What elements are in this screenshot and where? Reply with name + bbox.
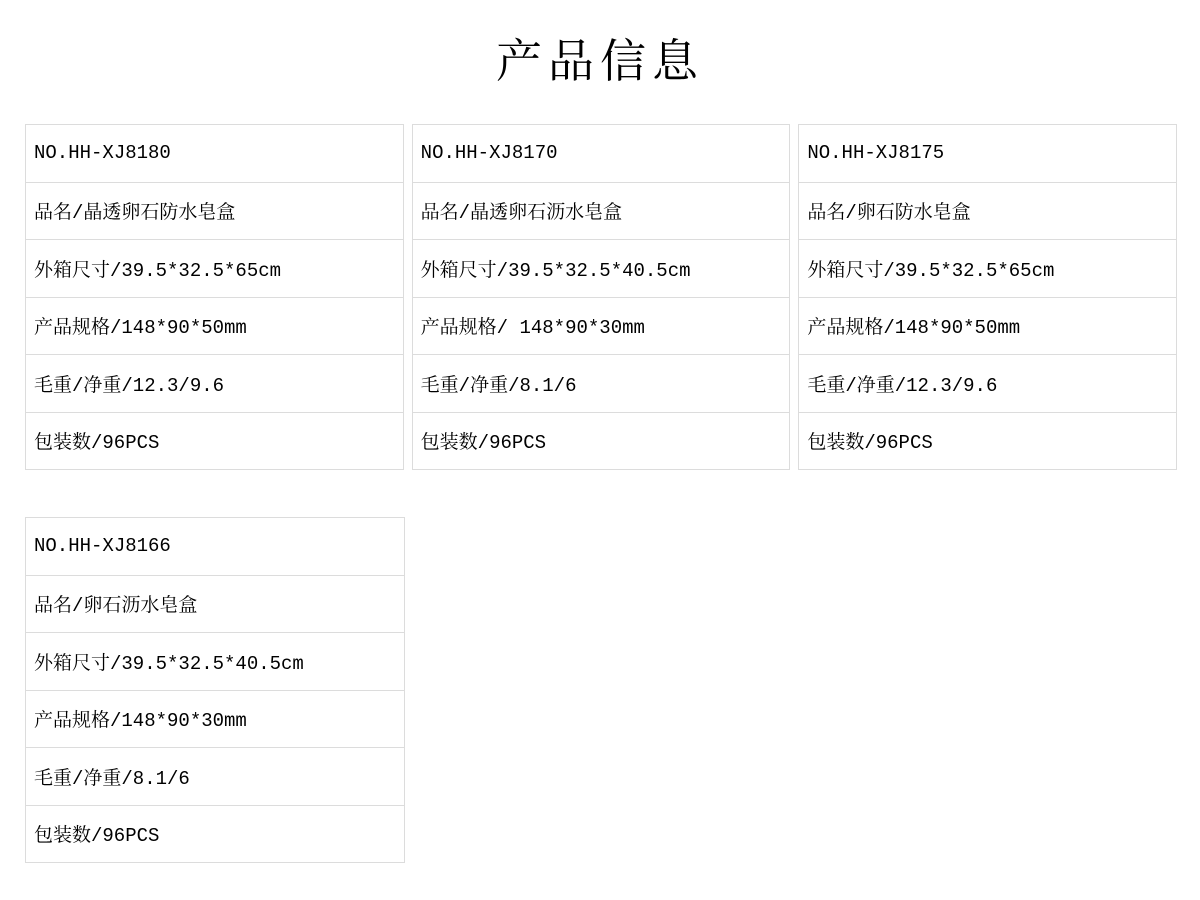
product-card-xj8166 — [25, 517, 405, 863]
gross-net-weight: 毛重/净重/8.1/6 — [26, 748, 404, 806]
page-header — [0, 0, 1200, 88]
gross-net-weight: 毛重/净重/8.1/6 — [413, 355, 790, 413]
product-model: NO.HH-XJ8175 — [799, 125, 1176, 183]
packing-quantity: 包装数/96PCS — [420, 432, 547, 455]
product-name: 品名/晶透卵石沥水皂盒 — [413, 183, 790, 241]
product-cards-row-top — [25, 124, 1177, 470]
carton-size: 外箱尺寸/39.5*32.5*40.5cm — [26, 633, 404, 691]
product-model: NO.HH-XJ8170 — [413, 125, 790, 183]
packing-quantity: 包装数/96PCS — [807, 432, 933, 455]
carton-size: 外箱尺寸/39.5*32.5*40.5cm — [413, 240, 790, 298]
packing-quantity: 包装数/96PCS — [34, 825, 160, 848]
gross-net-weight: 毛重/净重/12.3/9.6 — [26, 355, 403, 413]
product-spec: 产品规格/ 148*90*30mm — [413, 298, 790, 356]
product-spec: 产品规格/148*90*50mm — [26, 298, 403, 356]
carton-size: 外箱尺寸/39.5*32.5*65cm — [799, 240, 1176, 298]
product-card-xj8170 — [412, 124, 791, 470]
product-model: NO.HH-XJ8180 — [26, 125, 403, 183]
carton-size: 外箱尺寸/39.5*32.5*65cm — [26, 240, 403, 298]
product-name: 品名/卵石沥水皂盒 — [26, 576, 404, 634]
product-card-xj8175 — [798, 124, 1177, 470]
product-name: 品名/卵石防水皂盒 — [799, 183, 1176, 241]
product-name: 品名/晶透卵石防水皂盒 — [26, 183, 403, 241]
product-spec: 产品规格/148*90*30mm — [26, 691, 404, 749]
product-cards-row-bottom — [25, 517, 1177, 863]
page-title: 产品信息 — [496, 35, 704, 87]
packing-quantity: 包装数/96PCS — [34, 432, 160, 455]
product-info-section — [25, 124, 1177, 863]
product-spec: 产品规格/148*90*50mm — [799, 298, 1176, 356]
product-model: NO.HH-XJ8166 — [26, 518, 404, 576]
product-card-xj8180 — [25, 124, 404, 470]
gross-net-weight: 毛重/净重/12.3/9.6 — [799, 355, 1176, 413]
